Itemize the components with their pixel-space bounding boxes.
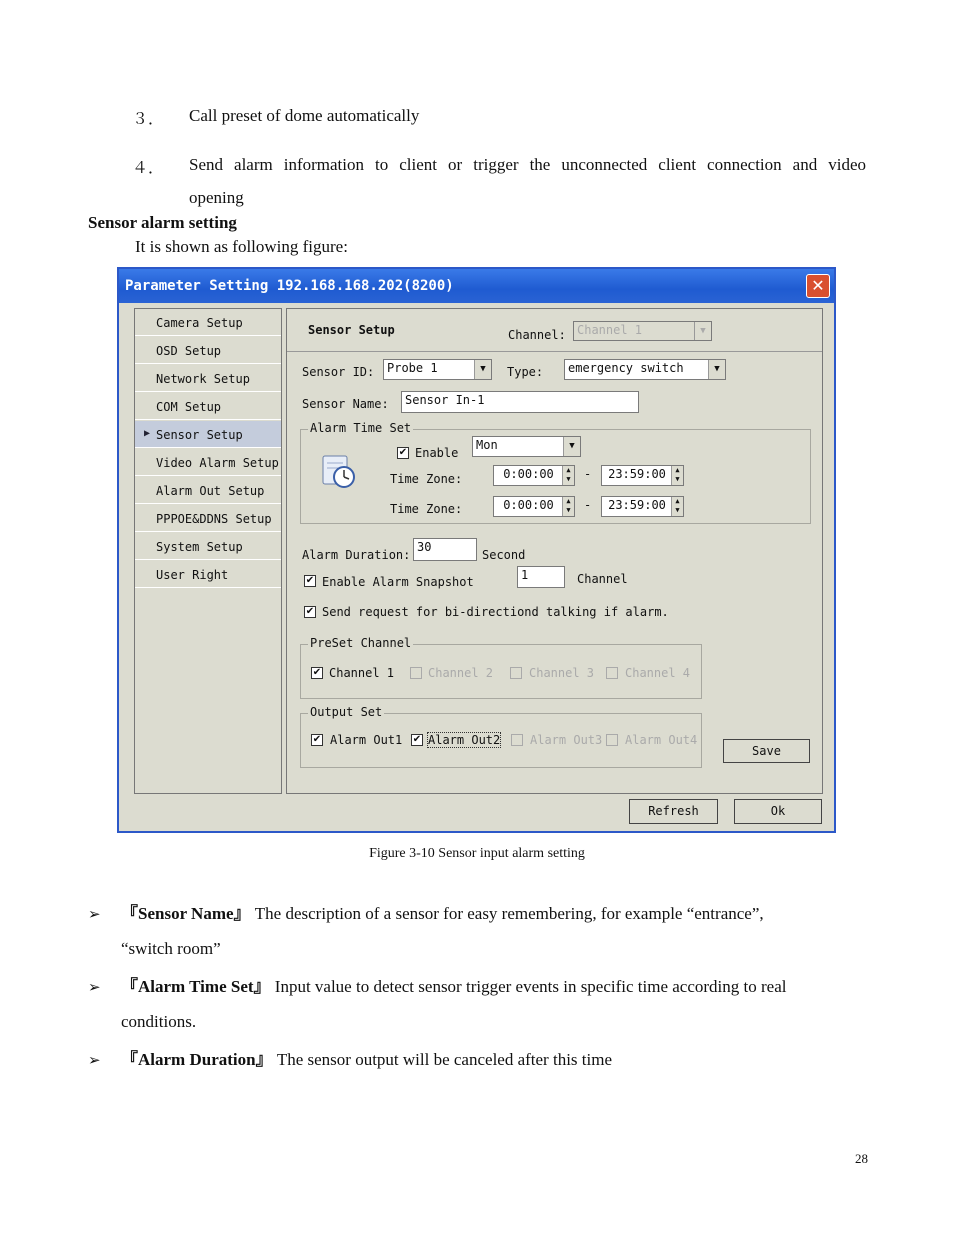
sidebar-item-system-setup[interactable] [135,533,281,560]
tz1-start-value: 0:00:00 [503,467,554,481]
enable-label: Enable [415,446,459,460]
sidebar-item-label: User Right [156,568,229,582]
alarm-out-1-label: Alarm Out1 [330,733,403,747]
preset-channel-3-label: Channel 3 [529,666,595,680]
panel-title: Sensor Setup [308,323,395,337]
alarm-out-2-checkbox[interactable]: ✔ [412,734,422,745]
talk-checkbox[interactable]: ✔ [305,606,315,617]
second-label: Second [482,548,526,562]
list-text-4-cont: opening [189,188,244,207]
preset-channel-4-checkbox[interactable] [606,667,618,679]
channel-label: Channel: [508,328,566,342]
spinner-icon[interactable]: ▲ ▼ [671,466,683,485]
spinner-icon[interactable]: ▲ ▼ [562,497,574,516]
chevron-down-icon: ▼ [474,360,491,379]
bullet-2 [121,976,786,998]
talk-label: Send request for bi-directiond talking if alarm. [322,605,669,619]
section-heading: Sensor alarm setting [88,213,237,232]
preset-channel-2-label: Channel 2 [428,666,494,680]
alarm-out-1-checkbox[interactable]: ✔ [312,734,322,745]
type-label: Type: [507,365,544,379]
alarm-out-4-checkbox[interactable] [606,734,618,746]
alarm-time-legend: Alarm Time Set [310,421,412,435]
tz2-start-input[interactable] [493,496,575,517]
sensor-id-label: Sensor ID: [302,365,375,379]
chevron-down-icon: ▼ [694,322,711,340]
sidebar-item-pppoe-ddns-setup[interactable] [135,505,281,532]
triangle-right-icon: ▶ [144,428,151,439]
figure-caption: Figure 3-10 Sensor input alarm setting [369,846,585,861]
bullet-3-term: 『Alarm Duration』 [121,1050,273,1069]
preset-channel-1-label: Channel 1 [329,666,395,680]
dialog-titlebar [119,269,834,303]
bullet-1-text: The description of a sensor for easy remembering, for example “entrance”, [250,904,764,923]
alarm-out-3-checkbox[interactable] [511,734,523,746]
spinner-icon[interactable]: ▲ ▼ [562,466,574,485]
sidebar-item-label: PPPOE&DDNS Setup [156,512,272,526]
refresh-button[interactable]: Refresh [629,799,718,824]
sensor-id-select[interactable] [383,359,492,380]
tz2-end-input[interactable] [601,496,684,517]
page-number: 28 [855,1151,868,1166]
enable-checkbox[interactable]: ✔ [398,447,408,458]
alarm-out-3-label: Alarm Out3 [530,733,603,747]
spinner-icon[interactable]: ▲ ▼ [671,497,683,516]
snapshot-channel-label: Channel [577,572,628,586]
sidebar-item-label: Network Setup [156,372,250,386]
sensor-name-input[interactable]: Sensor In-1 [401,391,639,413]
sidebar-item-user-right[interactable] [135,561,281,588]
preset-channel-1-checkbox[interactable]: ✔ [312,667,322,678]
bullet-2-cont: conditions. [121,1012,197,1031]
sidebar-nav [134,308,282,794]
bullet-2-term: 『Alarm Time Set』 [121,977,271,996]
sidebar-item-label: System Setup [156,540,243,554]
sidebar-item-label: COM Setup [156,400,222,414]
preset-channel-3-checkbox[interactable] [510,667,522,679]
sidebar-item-sensor-setup[interactable] [135,421,281,448]
sidebar-item-alarm-out-setup[interactable] [135,477,281,504]
tz2-end-value: 23:59:00 [608,498,666,512]
time-zone-2-label: Time Zone: [390,502,463,516]
snapshot-label: Enable Alarm Snapshot [322,575,474,589]
tz2-start-value: 0:00:00 [503,498,554,512]
sidebar-item-com-setup[interactable] [135,393,281,420]
sensor-name-label: Sensor Name: [302,397,389,411]
alarm-out-2-label: Alarm Out2 [428,733,501,747]
chevron-down-icon: ▼ [563,437,580,456]
day-select[interactable] [472,436,581,457]
parameter-setting-dialog [117,267,836,833]
time-zone-1-label: Time Zone: [390,472,463,486]
tz1-end-value: 23:59:00 [608,467,666,481]
sidebar-item-label: Video Alarm Setup [156,456,279,470]
channel-select[interactable] [573,321,712,341]
bullet-3 [121,1049,612,1071]
alarm-duration-label: Alarm Duration: [302,548,411,562]
chevron-down-icon: ▼ [708,360,725,379]
sidebar-item-video-alarm-setup[interactable] [135,449,281,476]
list-text-3: Call preset of dome automatically [189,106,420,125]
bullet-1-cont: “switch room” [121,939,221,958]
range-dash: - [584,467,592,481]
snapshot-checkbox[interactable]: ✔ [305,575,315,586]
list-number-4: ４． [132,158,165,177]
list-text-4: Send alarm information to client or trigger the unconnected client connection and video [189,155,866,174]
bullet-1-term: 『Sensor Name』 [121,904,251,923]
sidebar-item-label: Alarm Out Setup [156,484,265,498]
save-button[interactable]: Save [723,739,810,763]
dialog-title: Parameter Setting 192.168.168.202(8200) [125,278,454,294]
sensor-setup-panel [286,308,823,794]
sidebar-item-label: Camera Setup [156,316,243,330]
clock-icon [321,453,357,489]
preset-channel-4-label: Channel 4 [625,666,691,680]
alarm-out-4-label: Alarm Out4 [625,733,698,747]
bullet-3-text: The sensor output will be canceled after this time [272,1050,612,1069]
snapshot-channel-input[interactable]: 1 [517,566,565,588]
preset-channel-2-checkbox[interactable] [410,667,422,679]
bullet-icon: ➢ [88,1051,101,1069]
intro-text: It is shown as following figure: [135,237,348,256]
ok-button[interactable]: Ok [734,799,822,824]
bullet-2-text: Input value to detect sensor trigger events in specific time according to real [270,977,787,996]
close-icon[interactable]: ✕ [806,274,830,298]
output-legend: Output Set [310,705,383,719]
bullet-icon: ➢ [88,978,101,996]
list-number-3: ３． [132,109,165,128]
divider [287,351,822,352]
sensor-id-value: Probe 1 [387,361,438,375]
tz1-start-input[interactable] [493,465,575,486]
sidebar-item-label: OSD Setup [156,344,222,358]
preset-legend: PreSet Channel [310,636,412,650]
sidebar-item-osd-setup[interactable] [135,337,281,364]
tz1-end-input[interactable] [601,465,684,486]
day-value: Mon [476,438,498,452]
channel-select-value: Channel 1 [577,323,643,337]
type-select[interactable] [564,359,726,380]
sidebar-item-network-setup[interactable] [135,365,281,392]
alarm-duration-input[interactable]: 30 [413,538,477,561]
bullet-icon: ➢ [88,905,101,923]
range-dash: - [584,498,592,512]
sidebar-item-label: Sensor Setup [156,428,243,442]
sidebar-item-camera-setup[interactable] [135,309,281,336]
type-value: emergency switch [568,361,684,375]
bullet-1 [121,903,764,925]
